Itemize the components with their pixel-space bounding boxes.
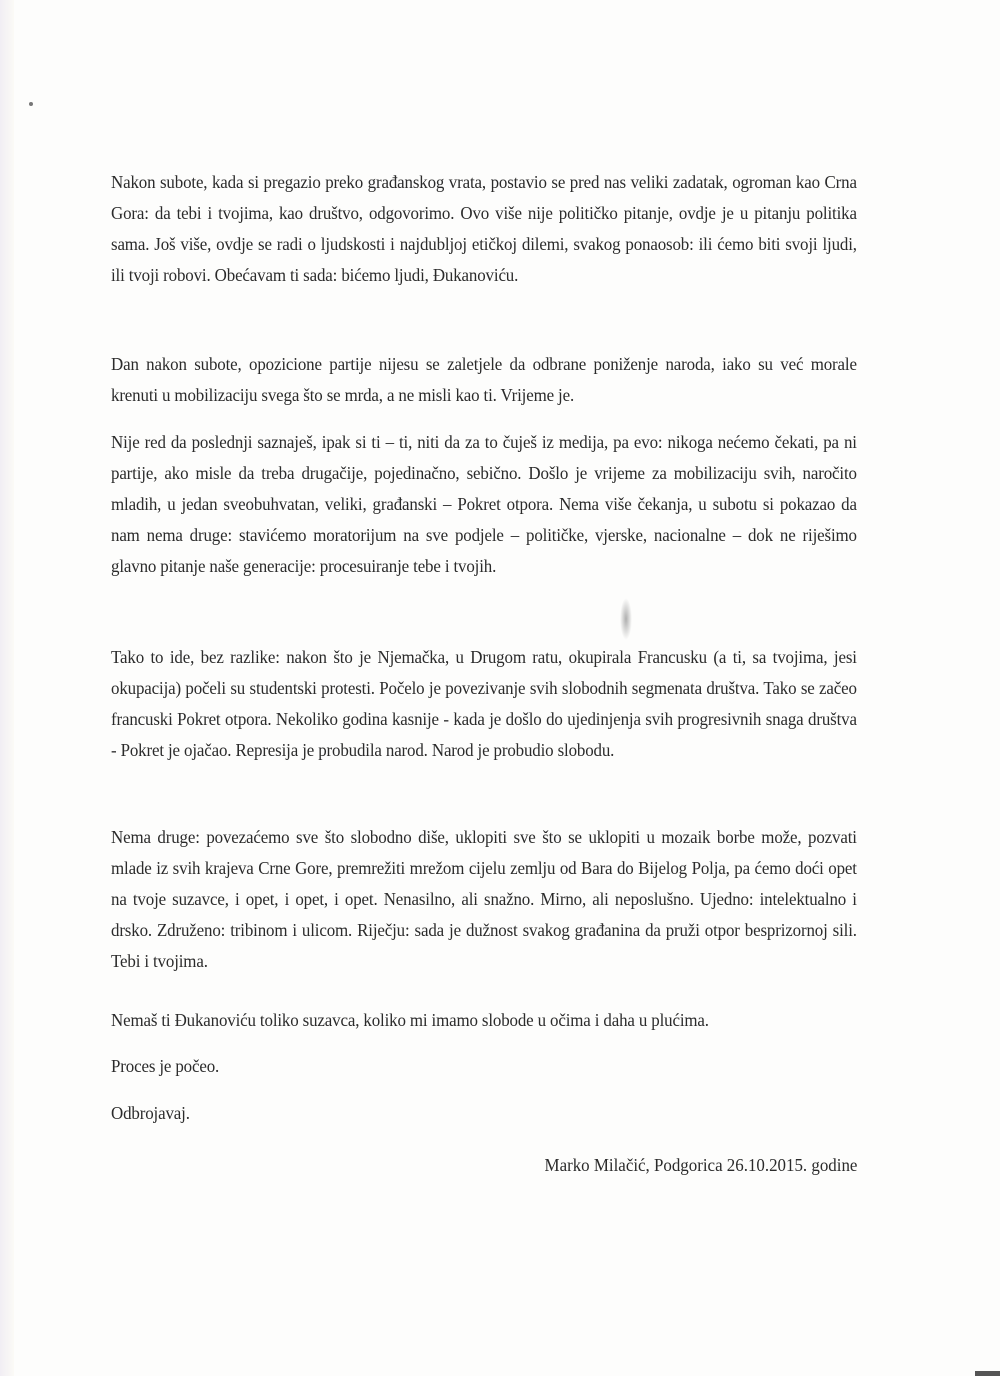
scan-smudge <box>620 598 632 640</box>
paragraph-2: Dan nakon subote, opozicione partije nijesu se zaletjele da odbrane poniženje naroda, iako su već morale krenuti u mobilizaciju svega što se mrda, a ne misli kao ti. Vrijeme je. <box>111 354 857 405</box>
signature-line: Marko Milačić, Podgorica 26.10.2015. godine <box>544 1155 857 1175</box>
paragraph-4: Tako to ide, bez razlike: nakon što je Njemačka, u Drugom ratu, okupirala Francusku (a ti, sa tvojima, jesi okupacija) počeli su studentski protesti. Počelo je povezivanje svih slobodnih segmenata društva. Tako se začeo francuski Pokret otpora. Nekoliko godina kasnije - kada je došlo do ujedinjenja svih progresivnih snaga društva - Pokret je ojačao. Represija je probudila narod. Narod je probudio slobodu. <box>111 647 857 760</box>
paragraph-5: Nema druge: povezaćemo sve što slobodno diše, uklopiti sve što se uklopiti u mozaik borbe može, pozvati mlade iz svih krajeva Crne Gore, premrežiti mrežom cijelu zemlju od Bara do Bijelog Polja, pa ćemo doći opet na tvoje suzavce, i opet, i opet, i opet. Nenasilno, ali snažno. Mirno, ali neposlušno. Ujedno: intelektualno i drsko. Združeno: tribinom i ulicom. Riječju: sada je dužnost svakog građanina da pruži otpor besprizornoj sili. Tebi i tvojima. <box>111 827 857 971</box>
paragraph-1: Nakon subote, kada si pregazio preko građanskog vrata, postavio se pred nas veliki zadatak, ogroman kao Crna Gora: da tebi i tvojima, kao društvo, odgovorimo. Ovo više nije političko pitanje, ovdje je u pitanju politika sama. Još više, ovdje se radi o ljudskosti i najdubljoj etičkoj dilemi, svakog ponaosob: ili ćemo biti svoji ljudi, ili tvoji robovi. Obećavam ti sada: bićemo ljudi, Đukanoviću. <box>111 172 857 285</box>
paragraph-6: Nemaš ti Đukanoviću toliko suzavca, koliko mi imamo slobode u očima i daha u plućima. <box>111 1010 709 1030</box>
scan-bottom-mark <box>975 1371 1000 1376</box>
paragraph-3: Nije red da poslednji saznaješ, ipak si ti – ti, niti da za to čuješ iz medija, pa evo: nikoga nećemo čekati, pa ni partije, ako misle da treba drugačije, pojedinačno, sebično. Došlo je vrijeme za mobilizaciju svih, naročito mladih, u jedan sveobuhvatan, veliki, građanski – Pokret otpora. Nema više čekanja, u subotu si pokazao da nam nema druge: stavićemo moratorijum na sve podjele – političke, vjerske, nacionalne – dok ne riješimo glavno pitanje naše generacije: procesuiranje tebe i tvojih. <box>111 432 857 576</box>
scan-left-edge <box>0 0 14 1376</box>
paragraph-7: Proces je počeo. <box>111 1056 220 1076</box>
paragraph-8: Odbrojavaj. <box>111 1103 190 1123</box>
scan-speck <box>29 102 33 106</box>
